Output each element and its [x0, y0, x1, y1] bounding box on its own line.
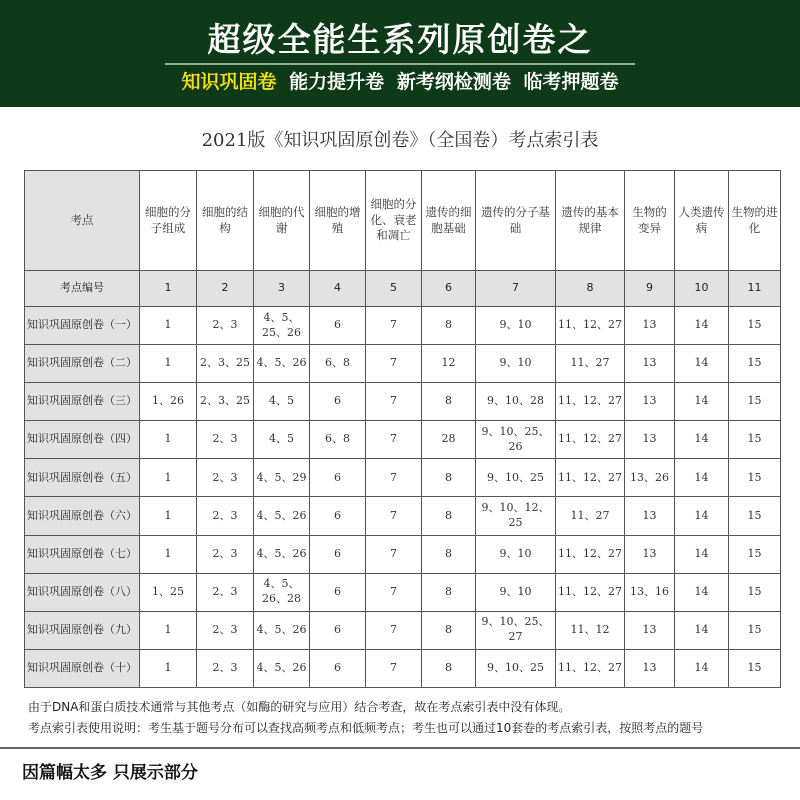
question-numbers-cell: 11、12、27: [556, 535, 625, 573]
topic-number: 5: [366, 271, 422, 307]
table-row: [25, 535, 781, 573]
question-numbers-cell: 9、10、25、26: [476, 421, 556, 459]
banner-title: 超级全能生系列原创卷之: [207, 20, 593, 59]
question-numbers-cell: 11、12、27: [556, 383, 625, 421]
question-numbers-cell: 6: [310, 307, 366, 345]
topic-header: 人类遗传病: [675, 171, 729, 271]
question-numbers-cell: 9、10、25: [476, 459, 556, 497]
question-numbers-cell: 9、10、25: [476, 649, 556, 687]
question-numbers-cell: 14: [675, 497, 729, 535]
document-title: 2021版《知识巩固原创卷》（全国卷）考点索引表: [201, 130, 599, 151]
table-row: [25, 497, 781, 535]
question-numbers-cell: 9、10: [476, 573, 556, 611]
question-numbers-cell: 15: [729, 535, 781, 573]
topic-header-row: [25, 171, 781, 271]
question-numbers-cell: 6、8: [310, 345, 366, 383]
corner-header: 考点: [25, 171, 140, 271]
question-numbers-cell: 8: [422, 383, 476, 421]
question-numbers-cell: 14: [675, 649, 729, 687]
header-banner: [0, 0, 800, 107]
question-numbers-cell: 1: [140, 459, 197, 497]
question-numbers-cell: 2、3: [197, 573, 254, 611]
topic-number: 7: [476, 271, 556, 307]
question-numbers-cell: 13: [625, 345, 675, 383]
topic-header: 细胞的分子组成: [140, 171, 197, 271]
question-numbers-cell: 13、16: [625, 573, 675, 611]
question-numbers-cell: 7: [366, 459, 422, 497]
question-numbers-cell: 14: [675, 535, 729, 573]
question-numbers-cell: 6: [310, 611, 366, 649]
question-numbers-cell: 9、10: [476, 307, 556, 345]
question-numbers-cell: 11、12、27: [556, 459, 625, 497]
table-row: [25, 459, 781, 497]
question-numbers-cell: 1: [140, 649, 197, 687]
table-row: [25, 573, 781, 611]
question-numbers-cell: 6: [310, 535, 366, 573]
footer-caption: 因篇幅太多 只展示部分: [22, 763, 198, 783]
question-numbers-cell: 15: [729, 649, 781, 687]
question-numbers-cell: 8: [422, 611, 476, 649]
question-numbers-cell: 1、25: [140, 573, 197, 611]
question-numbers-cell: 13: [625, 421, 675, 459]
paper-label: 知识巩固原创卷（四）: [25, 421, 140, 459]
question-numbers-cell: 9、10、28: [476, 383, 556, 421]
question-numbers-cell: 9、10、25、27: [476, 611, 556, 649]
question-numbers-cell: 4、5、26: [254, 611, 310, 649]
question-numbers-cell: 13: [625, 649, 675, 687]
question-numbers-cell: 13: [625, 497, 675, 535]
table-row: [25, 383, 781, 421]
question-numbers-cell: 14: [675, 421, 729, 459]
table-row: [25, 345, 781, 383]
question-numbers-cell: 15: [729, 421, 781, 459]
question-numbers-cell: 11、12、27: [556, 307, 625, 345]
question-numbers-cell: 1: [140, 345, 197, 383]
banner-divider: [165, 63, 635, 65]
question-numbers-cell: 6、8: [310, 421, 366, 459]
paper-label: 知识巩固原创卷（八）: [25, 573, 140, 611]
paper-label: 知识巩固原创卷（六）: [25, 497, 140, 535]
question-numbers-cell: 6: [310, 573, 366, 611]
topic-header: 细胞的增殖: [310, 171, 366, 271]
question-numbers-cell: 1: [140, 421, 197, 459]
question-numbers-cell: 15: [729, 497, 781, 535]
series-new-syllabus-test: 新考纲检测卷: [396, 71, 511, 93]
topic-header: 细胞的代谢: [254, 171, 310, 271]
question-numbers-cell: 7: [366, 649, 422, 687]
question-numbers-cell: 13: [625, 307, 675, 345]
question-numbers-cell: 2、3、25: [197, 345, 254, 383]
question-numbers-cell: 2、3: [197, 535, 254, 573]
topic-header: 遗传的基本规律: [556, 171, 625, 271]
topic-header: 细胞的分化、衰老和凋亡: [366, 171, 422, 271]
note-usage-instructions: 考点索引表使用说明：考生基于题号分布可以查找高频考点和低频考点；考生也可以通过10套卷的考点索引表，按照考点的题号: [28, 721, 704, 735]
topic-number: 4: [310, 271, 366, 307]
question-numbers-cell: 8: [422, 649, 476, 687]
question-numbers-cell: 9、10: [476, 535, 556, 573]
question-numbers-cell: 7: [366, 573, 422, 611]
question-numbers-cell: 13: [625, 383, 675, 421]
question-numbers-cell: 7: [366, 535, 422, 573]
question-numbers-cell: 7: [366, 307, 422, 345]
paper-label: 知识巩固原创卷（五）: [25, 459, 140, 497]
question-numbers-cell: 7: [366, 611, 422, 649]
question-numbers-cell: 14: [675, 345, 729, 383]
question-numbers-cell: 6: [310, 383, 366, 421]
series-knowledge-consolidation: 知识巩固卷: [181, 71, 277, 93]
paper-label: 知识巩固原创卷（二）: [25, 345, 140, 383]
question-numbers-cell: 13: [625, 611, 675, 649]
question-numbers-cell: 1、26: [140, 383, 197, 421]
question-numbers-cell: 8: [422, 573, 476, 611]
topic-header: 生物的变异: [625, 171, 675, 271]
question-numbers-cell: 8: [422, 535, 476, 573]
paper-label: 知识巩固原创卷（九）: [25, 611, 140, 649]
question-numbers-cell: 2、3: [197, 611, 254, 649]
topic-number: 2: [197, 271, 254, 307]
question-numbers-cell: 4、5、26: [254, 497, 310, 535]
question-numbers-cell: 11、12、27: [556, 421, 625, 459]
question-numbers-cell: 2、3: [197, 649, 254, 687]
question-numbers-cell: 4、5、26: [254, 649, 310, 687]
question-numbers-cell: 1: [140, 307, 197, 345]
question-numbers-cell: 15: [729, 307, 781, 345]
question-numbers-cell: 13: [625, 535, 675, 573]
topic-header: 细胞的结构: [197, 171, 254, 271]
question-numbers-cell: 11、27: [556, 345, 625, 383]
topic-number: 8: [556, 271, 625, 307]
question-numbers-cell: 4、5、26、28: [254, 573, 310, 611]
table-row: [25, 421, 781, 459]
question-numbers-cell: 6: [310, 459, 366, 497]
question-numbers-cell: 11、12、27: [556, 573, 625, 611]
question-numbers-cell: 9、10: [476, 345, 556, 383]
question-numbers-cell: 14: [675, 383, 729, 421]
table-row: [25, 611, 781, 649]
question-numbers-cell: 11、27: [556, 497, 625, 535]
topic-number: 9: [625, 271, 675, 307]
topic-number: 1: [140, 271, 197, 307]
question-numbers-cell: 4、5、25、26: [254, 307, 310, 345]
question-numbers-cell: 1: [140, 535, 197, 573]
question-numbers-cell: 1: [140, 497, 197, 535]
paper-label: 知识巩固原创卷（十）: [25, 649, 140, 687]
number-row: [25, 271, 781, 307]
topic-header: 遗传的分子基础: [476, 171, 556, 271]
question-numbers-cell: 1: [140, 611, 197, 649]
question-numbers-cell: 8: [422, 497, 476, 535]
table-row: [25, 307, 781, 345]
question-numbers-cell: 2、3、25: [197, 383, 254, 421]
question-numbers-cell: 4、5、26: [254, 345, 310, 383]
series-ability-improvement: 能力提升卷: [289, 71, 385, 93]
question-numbers-cell: 2、3: [197, 307, 254, 345]
question-numbers-cell: 8: [422, 307, 476, 345]
note-dna-protein: 由于DNA和蛋白质技术通常与其他考点（如酶的研究与应用）结合考查，故在考点索引表中没有体现。: [28, 700, 571, 714]
topic-number: 3: [254, 271, 310, 307]
question-numbers-cell: 4、5、29: [254, 459, 310, 497]
question-numbers-cell: 7: [366, 383, 422, 421]
question-numbers-cell: 7: [366, 421, 422, 459]
question-numbers-cell: 15: [729, 383, 781, 421]
divider-line: [0, 747, 800, 749]
topic-number: 6: [422, 271, 476, 307]
topic-header: 遗传的细胞基础: [422, 171, 476, 271]
question-numbers-cell: 4、5: [254, 421, 310, 459]
question-numbers-cell: 28: [422, 421, 476, 459]
question-numbers-cell: 15: [729, 573, 781, 611]
banner-subtitle: [0, 67, 800, 94]
question-numbers-cell: 15: [729, 459, 781, 497]
question-numbers-cell: 13、26: [625, 459, 675, 497]
paper-label: 知识巩固原创卷（七）: [25, 535, 140, 573]
question-numbers-cell: 12: [422, 345, 476, 383]
question-numbers-cell: 8: [422, 459, 476, 497]
question-numbers-cell: 14: [675, 307, 729, 345]
question-numbers-cell: 15: [729, 611, 781, 649]
paper-label: 知识巩固原创卷（三）: [25, 383, 140, 421]
question-numbers-cell: 2、3: [197, 459, 254, 497]
question-numbers-cell: 7: [366, 345, 422, 383]
topic-number: 11: [729, 271, 781, 307]
series-final-prediction: 临考押题卷: [523, 71, 619, 93]
question-numbers-cell: 7: [366, 497, 422, 535]
question-numbers-cell: 2、3: [197, 497, 254, 535]
question-numbers-cell: 14: [675, 573, 729, 611]
question-numbers-cell: 4、5: [254, 383, 310, 421]
exam-point-index-table: [24, 170, 781, 688]
question-numbers-cell: 4、5、26: [254, 535, 310, 573]
question-numbers-cell: 15: [729, 345, 781, 383]
table-row: [25, 649, 781, 687]
question-numbers-cell: 14: [675, 459, 729, 497]
question-numbers-cell: 11、12、27: [556, 649, 625, 687]
question-numbers-cell: 2、3: [197, 421, 254, 459]
number-row-label: 考点编号: [25, 271, 140, 307]
topic-header: 生物的进化: [729, 171, 781, 271]
topic-number: 10: [675, 271, 729, 307]
question-numbers-cell: 11、12: [556, 611, 625, 649]
question-numbers-cell: 14: [675, 611, 729, 649]
question-numbers-cell: 6: [310, 649, 366, 687]
question-numbers-cell: 9、10、12、25: [476, 497, 556, 535]
paper-label: 知识巩固原创卷（一）: [25, 307, 140, 345]
question-numbers-cell: 6: [310, 497, 366, 535]
